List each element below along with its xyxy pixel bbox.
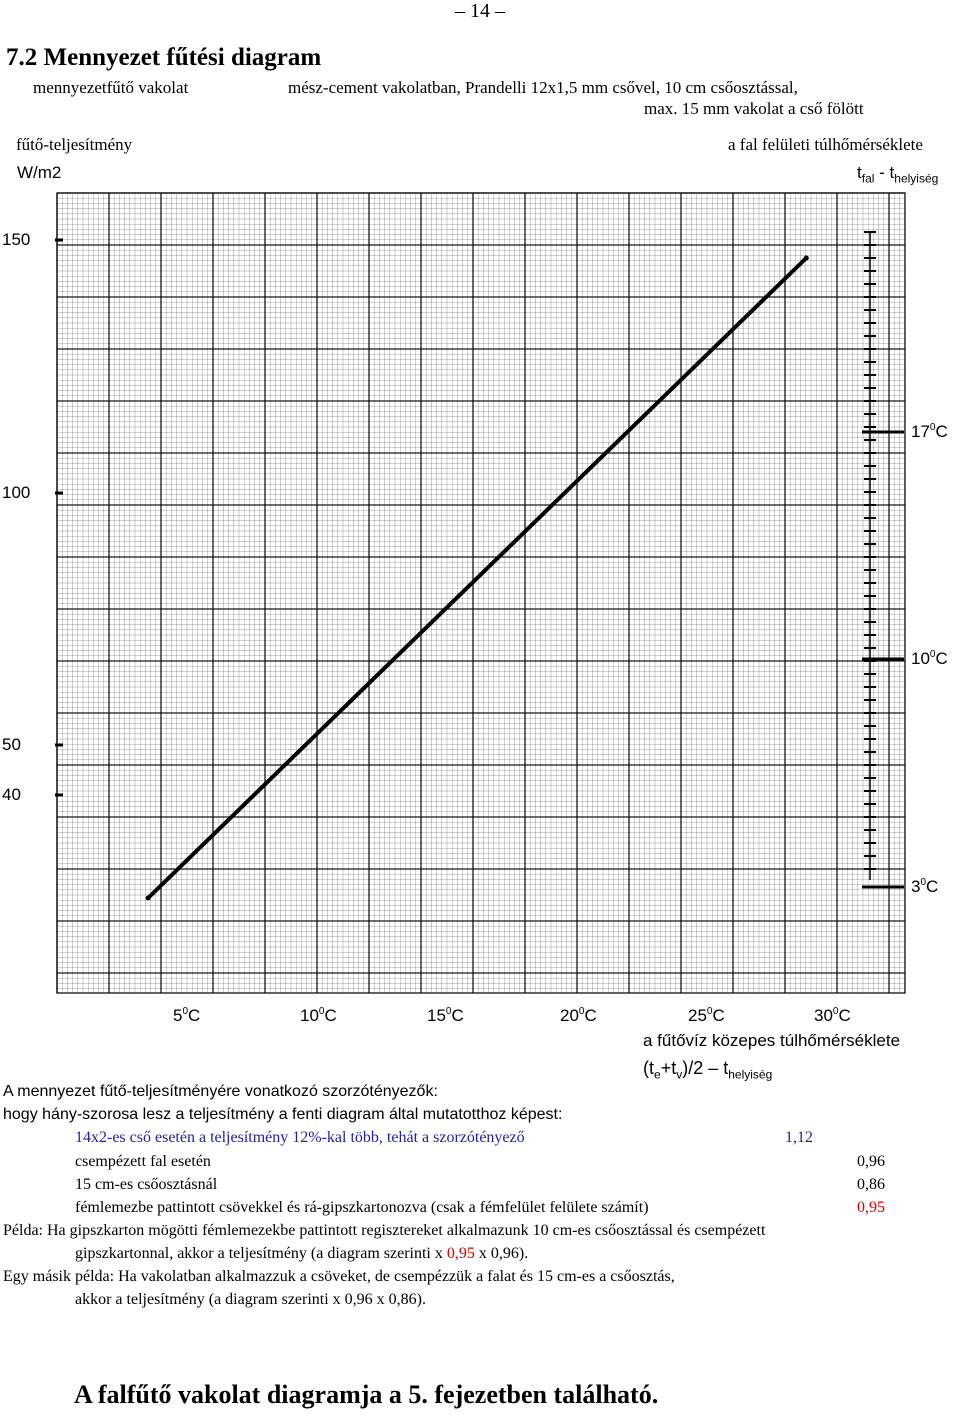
data-point: [146, 896, 151, 901]
left-note: mennyezetfűtő vakolat: [33, 78, 189, 97]
example1-line1: Példa: Ha gipszkarton mögötti fémlemezekbe pattintott regisztereket alkalmazunk 10 cm-es csőosztással és csempézett: [3, 1222, 766, 1239]
right-tick-label: $17^0C$: [911, 422, 948, 441]
right-axis-formula: $t_{fal} - t_{helyiség}$: [857, 163, 939, 186]
notes-intro1: A mennyezet fűtő-teljesítményére vonatkozó szorzótényezők:: [3, 1083, 438, 1100]
factor-row-value: 0,86: [857, 1176, 885, 1193]
x-axis-formula: $(t_e+t_v)/2 - t_{helyiség}$: [643, 1058, 773, 1082]
chart-grid: [57, 193, 905, 993]
chart-series: [146, 256, 809, 901]
series-line: [148, 258, 806, 898]
y-tick-label: 50: [2, 735, 21, 754]
x-tick-label: $30^0C$: [814, 1006, 851, 1025]
chart-ticks: [55, 232, 904, 887]
example2-line1: Egy másik példa: Ha vakolatban alkalmazzuk a csöveket, de csempézzük a falat és 15 cm-es a csőosztás,: [3, 1268, 675, 1285]
right-axis-label: a fal felületi túlhőmérséklete: [728, 135, 923, 154]
x-tick-label: $15^0C$: [427, 1006, 464, 1025]
description-line1: mész-cement vakolatban, Prandelli 12x1,5 mm csővel, 10 cm csőosztással,: [288, 78, 798, 97]
factor-row-value: 1,12: [785, 1129, 813, 1146]
factor-row-value: 0,95: [857, 1199, 885, 1216]
y-axis-unit: W/m2: [17, 163, 62, 182]
final-note: A falfűtő vakolat diagramja a 5. fejezetben található.: [74, 1380, 659, 1409]
factor-row-text: 14x2-es cső esetén a teljesítmény 12%-kal több, tehát a szorzótényező: [75, 1129, 525, 1146]
factor-row-text: csempézett fal esetén: [75, 1153, 211, 1170]
x-axis-label: a fűtővíz közepes túlhőmérséklete: [643, 1031, 901, 1050]
x-tick-label: $25^0C$: [688, 1006, 725, 1025]
x-tick-label: $5^0C$: [173, 1006, 201, 1025]
y-tick-label: 150: [2, 230, 31, 249]
chart-frame: [57, 193, 905, 993]
right-tick-label: $3^0C$: [911, 877, 939, 896]
description-line2: max. 15 mm vakolat a cső fölött: [644, 99, 864, 118]
notes-intro2: hogy hány-szorosa lesz a teljesítmény a fenti diagram által mutatotthoz képest:: [3, 1106, 563, 1123]
y-tick-label: 100: [2, 483, 31, 502]
right-tick-label: $10^0C$: [911, 649, 948, 668]
data-point: [804, 256, 809, 261]
factor-row-text: 15 cm-es csőosztásnál: [75, 1176, 218, 1193]
x-tick-label: $10^0C$: [300, 1006, 337, 1025]
page-number: – 14 –: [455, 0, 505, 22]
y-tick-label: 40: [2, 785, 21, 804]
example2-line2: akkor a teljesítmény (a diagram szerinti x 0,96 x 0,86).: [75, 1291, 427, 1308]
factor-row-text: fémlemezbe pattintott csövekkel és rá-gipszkartonozva (csak a fémfelület felülete számít): [75, 1199, 649, 1216]
example1-line2: gipszkartonnal, akkor a teljesítmény (a diagram szerinti x 0,95 x 0,96).: [75, 1245, 529, 1262]
x-tick-label: $20^0C$: [560, 1006, 597, 1025]
factor-row-value: 0,96: [857, 1153, 885, 1170]
y-axis-label: fűtő-teljesítmény: [16, 135, 133, 154]
section-title: 7.2 Mennyezet fűtési diagram: [6, 44, 322, 71]
